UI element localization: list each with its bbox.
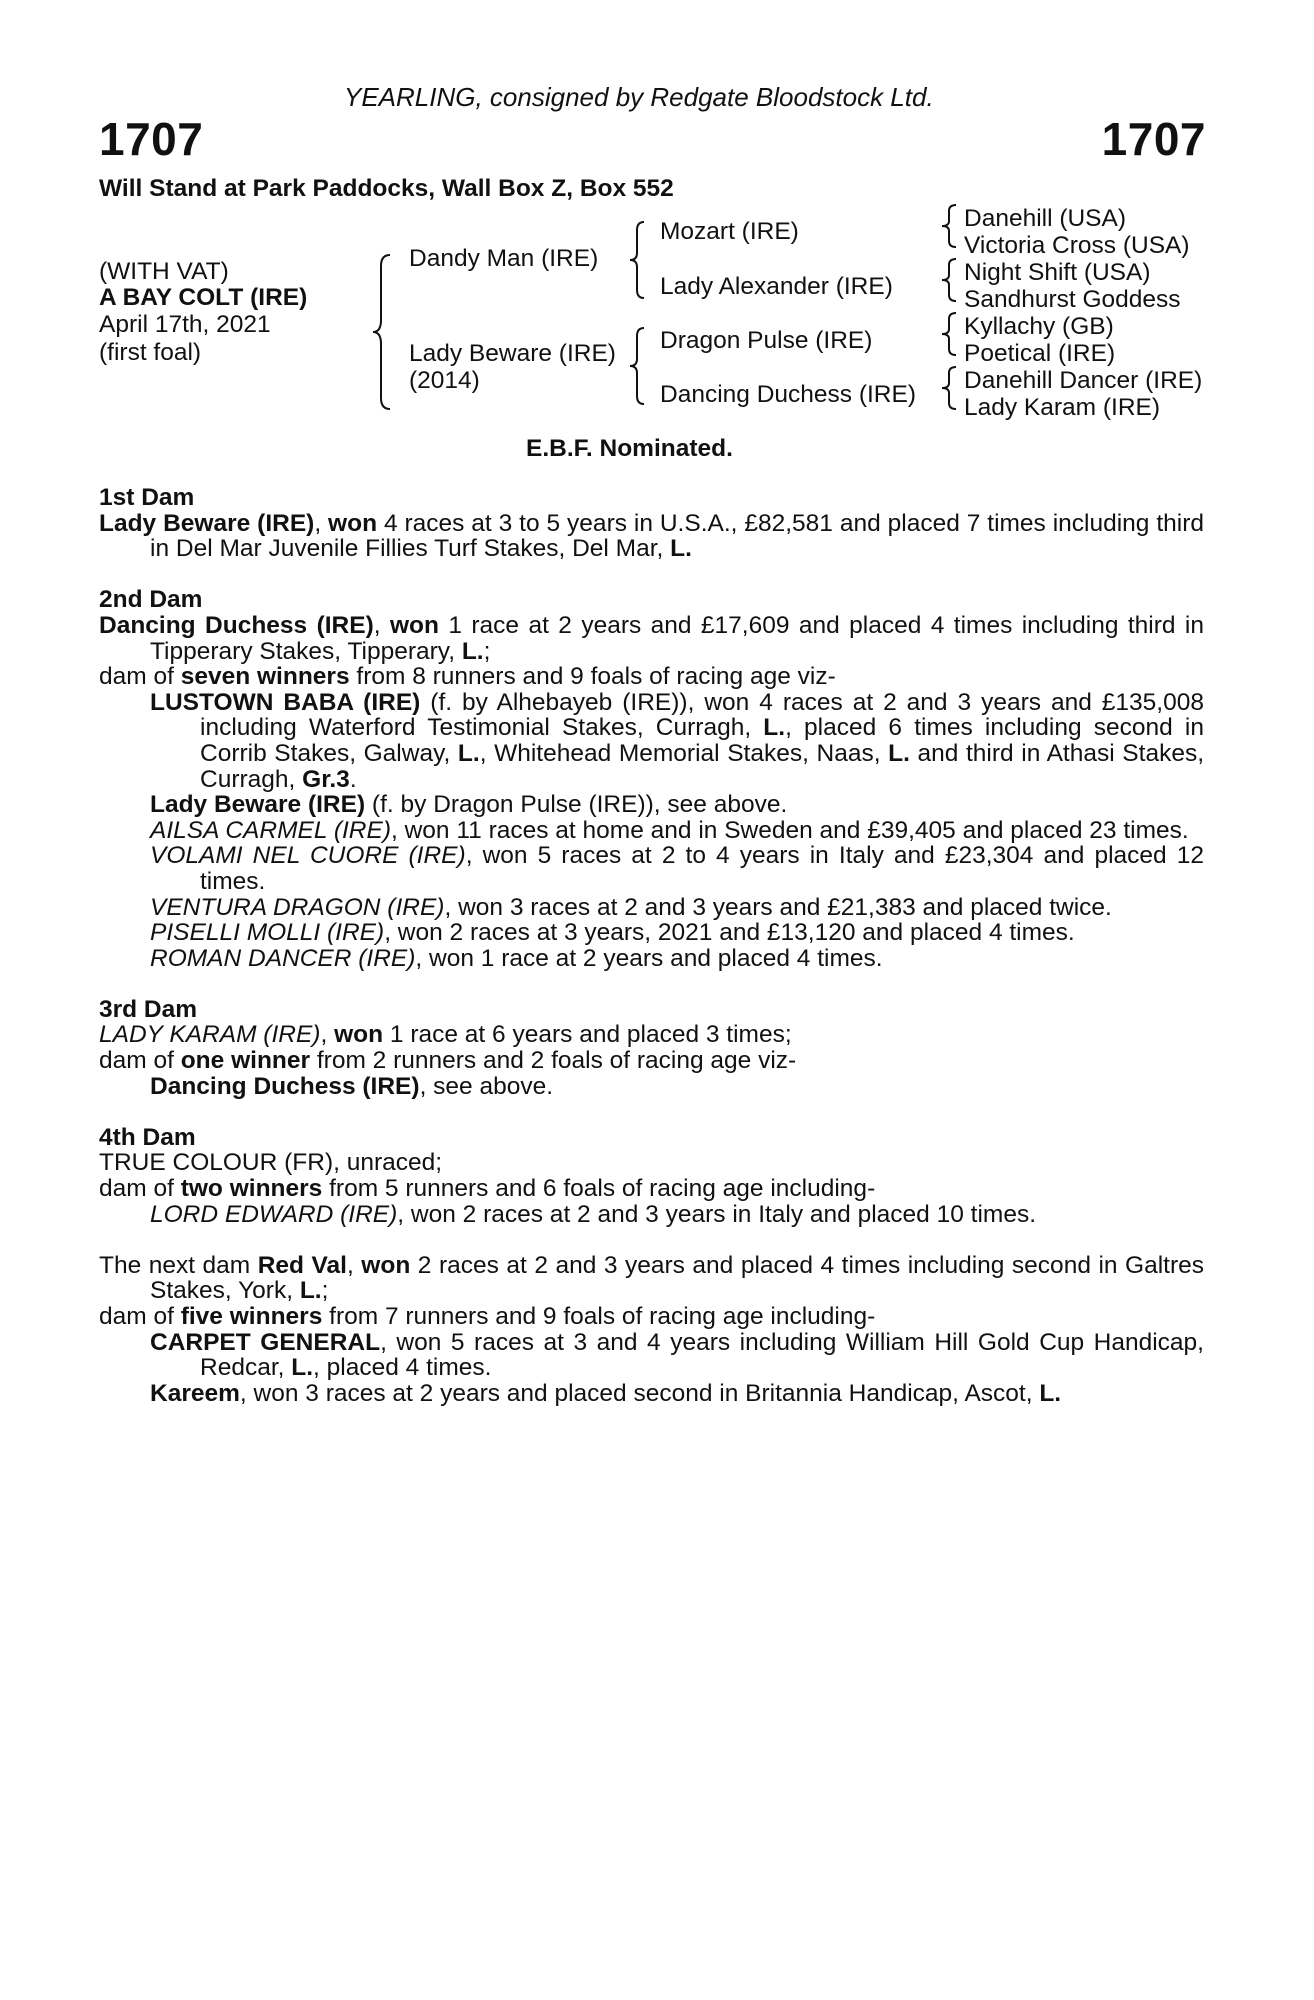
listed-mark: L. xyxy=(1039,1379,1062,1407)
dam3-won: won xyxy=(334,1021,384,1049)
pedigree-brace-dam xyxy=(628,325,648,407)
dam1-won: won xyxy=(328,509,378,537)
produce-text: , Whitehead Memorial Stakes, Naas, xyxy=(479,739,889,767)
pedigree-dam: Lady Beware (IRE) xyxy=(409,340,616,367)
pedigree-sire: Dandy Man (IRE) xyxy=(409,245,599,272)
listed-mark: L. xyxy=(763,714,786,742)
produce-text: , won 2 races at 2 and 3 years in Italy and placed 10 times. xyxy=(397,1200,1037,1228)
listed-mark: L. xyxy=(457,739,480,767)
dam1-name: Lady Beware (IRE) xyxy=(99,509,315,537)
produce-name: VOLAMI NEL CUORE (IRE) xyxy=(150,842,466,870)
dam5-record xyxy=(99,1253,1204,1304)
produce-text: , won 1 race at 2 years and placed 4 times. xyxy=(415,944,883,972)
produce-text: , placed 6 times including second in Corrib Stakes, Galway, xyxy=(200,714,1204,767)
dam2-text: 1 race at 2 years and £17,609 and placed 4 times including third in Tipperary Stakes, Tipperary, xyxy=(150,611,1204,665)
pedigree-sire-sire: Mozart (IRE) xyxy=(660,218,799,245)
dam2-produce-3 xyxy=(99,818,1204,844)
produce-name: Kareem xyxy=(150,1379,240,1407)
pedigree-brace-sd xyxy=(940,257,960,303)
produce-name: Dancing Duchess (IRE) xyxy=(150,1072,420,1100)
dam2-record: Dancing Duchess (IRE), won 1 race at 2 years and £17,609 and placed 4 times including third in Tipperary Stakes, Tipperary, L.; xyxy=(99,611,1204,665)
pedigree-ddd: Lady Karam (IRE) xyxy=(964,394,1161,421)
produce-name: PISELLI MOLLI (IRE) xyxy=(150,919,385,947)
pedigree-brace-ss xyxy=(940,203,960,249)
lot-number-left: 1707 xyxy=(99,113,204,165)
produce-name: LORD EDWARD (IRE) xyxy=(150,1200,398,1228)
produce-text: and third in Athasi Stakes, Curragh, xyxy=(200,739,1204,793)
dam3-record xyxy=(99,1022,1204,1048)
pedigree-dsd: Poetical (IRE) xyxy=(964,340,1116,367)
group-mark: Gr.3 xyxy=(302,765,350,793)
dam5-produce-1 xyxy=(99,1330,1204,1381)
dam4-produce-summary xyxy=(99,1176,1204,1202)
dam2-name: Dancing Duchess (IRE) xyxy=(99,611,374,639)
produce-name: LUSTOWN BABA (IRE) xyxy=(150,688,421,716)
pedigree-dam-year: (2014) xyxy=(409,367,480,394)
dam5-name: Red Val xyxy=(257,1251,347,1279)
listed-mark: L. xyxy=(670,535,692,563)
dam2-winners: seven winners xyxy=(180,663,350,691)
produce-name: VENTURA DRAGON (IRE) xyxy=(150,893,445,921)
dam2-produce-4 xyxy=(99,843,1204,894)
produce-text: (f. by Dragon Pulse (IRE)), see above. xyxy=(365,791,788,819)
pedigree-sds: Night Shift (USA) xyxy=(964,259,1151,286)
separator: , xyxy=(320,1021,335,1049)
dam2-produce-7 xyxy=(99,946,1204,972)
dam4-winners-rest: from 5 runners and 6 foals of racing age including- xyxy=(322,1175,876,1203)
dam3-heading: 3rd Dam xyxy=(99,995,198,1023)
produce-name: CARPET GENERAL xyxy=(150,1328,381,1356)
pedigree-sss: Danehill (USA) xyxy=(964,205,1127,232)
dam2-produce-1 xyxy=(99,690,1204,792)
dam-of-label: dam of xyxy=(99,663,181,691)
dam2-produce-2 xyxy=(99,792,1204,818)
dam-of-label: dam of xyxy=(99,1047,181,1075)
listed-mark: L. xyxy=(291,1354,314,1382)
dam2-won: won xyxy=(389,611,439,639)
produce-name: AILSA CARMEL (IRE) xyxy=(150,816,391,844)
produce-text: , see above. xyxy=(419,1072,554,1100)
produce-text: , won 5 races at 3 and 4 years including William Hill Gold Cup Handicap, Redcar, xyxy=(200,1328,1204,1382)
dam3-text: 1 race at 6 years and placed 3 times; xyxy=(383,1021,792,1049)
dam5-text: 2 races at 2 and 3 years and placed 4 times including second in Galtres Stakes, York, xyxy=(150,1251,1205,1305)
dam4-heading: 4th Dam xyxy=(99,1123,196,1151)
vat-note: (WITH VAT) xyxy=(99,258,229,285)
dam5-won: won xyxy=(361,1251,411,1279)
pedigree-dss: Kyllachy (GB) xyxy=(964,313,1114,340)
listed-mark: L. xyxy=(299,1277,322,1305)
dam-of-label: dam of xyxy=(99,1175,181,1203)
pedigree-brace-sire xyxy=(628,219,648,301)
dam2-heading: 2nd Dam xyxy=(99,586,203,614)
pedigree-brace-main xyxy=(370,252,394,412)
dam2-produce-summary xyxy=(99,664,1204,690)
produce-name: ROMAN DANCER (IRE) xyxy=(150,944,416,972)
dam-of-label: dam of xyxy=(99,1303,181,1330)
listed-mark: L. xyxy=(888,739,910,767)
dam3-produce-summary xyxy=(99,1048,1204,1074)
lot-number-right: 1707 xyxy=(1101,113,1206,165)
dam5-winners: five winners xyxy=(180,1303,323,1330)
dam4-record: TRUE COLOUR (FR), unraced; xyxy=(99,1149,443,1177)
horse-name: A BAY COLT (IRE) xyxy=(99,284,308,311)
pedigree-ssd: Victoria Cross (USA) xyxy=(964,232,1190,259)
dam5-produce-summary xyxy=(99,1304,1204,1330)
pedigree-brace-ds xyxy=(940,311,960,357)
stand-location: Will Stand at Park Paddocks, Wall Box Z, Box 552 xyxy=(99,175,674,202)
listed-mark: L. xyxy=(461,637,484,665)
produce-name: Lady Beware (IRE) xyxy=(150,791,366,819)
ebf-nominated: E.B.F. Nominated. xyxy=(526,435,733,462)
dam2-produce-5 xyxy=(99,895,1204,921)
dam2-produce-6 xyxy=(99,920,1204,946)
dam2-winners-rest: from 8 runners and 9 foals of racing age viz- xyxy=(349,663,836,691)
dam5-produce-2 xyxy=(99,1381,1204,1407)
produce-text: , won 5 races at 2 to 4 years in Italy and £23,304 and placed 12 times. xyxy=(200,842,1204,895)
pedigree-dam-dam: Dancing Duchess (IRE) xyxy=(660,381,916,408)
produce-text: (f. by Alhebayeb (IRE)), won 4 races at 2 and 3 years and £135,008 including Waterford Testimonial Stakes, Curragh, xyxy=(200,688,1204,742)
pedigree-sire-dam: Lady Alexander (IRE) xyxy=(660,273,893,300)
produce-text: , placed 4 times. xyxy=(313,1354,492,1382)
dam3-winners-rest: from 2 runners and 2 foals of racing age viz- xyxy=(310,1047,797,1075)
dam3-winners: one winner xyxy=(180,1047,311,1075)
dam5-semicolon: ; xyxy=(321,1277,329,1305)
dam3-name: LADY KARAM (IRE) xyxy=(99,1021,321,1049)
separator: , xyxy=(346,1251,362,1279)
dam1-text: 4 races at 3 to 5 years in U.S.A., £82,581 and placed 7 times including third in Del Mar Juvenile Fillies Turf Stakes, Del Mar, xyxy=(150,509,1204,563)
catalogue-body xyxy=(99,485,1204,1406)
dam1-heading: 1st Dam xyxy=(99,484,195,511)
foaling-date: April 17th, 2021 xyxy=(99,311,271,338)
dam3-produce-1 xyxy=(99,1074,1204,1100)
produce-text: , won 3 races at 2 years and placed second in Britannia Handicap, Ascot, xyxy=(239,1379,1040,1407)
produce-text: . xyxy=(349,765,357,793)
pedigree-sdd: Sandhurst Goddess xyxy=(964,286,1181,313)
pedigree-dds: Danehill Dancer (IRE) xyxy=(964,367,1203,394)
consignor-line: YEARLING, consigned by Redgate Bloodstock Ltd. xyxy=(344,82,934,112)
foal-note: (first foal) xyxy=(99,339,202,366)
dam1-record: Lady Beware (IRE), won 4 races at 3 to 5 years in U.S.A., £82,581 and placed 7 times including third in Del Mar Juvenile Fillies Turf Stakes, Del Mar, L. xyxy=(99,509,1204,563)
produce-text: , won 3 races at 2 and 3 years and £21,383 and placed twice. xyxy=(444,893,1112,921)
dam4-produce-1 xyxy=(99,1202,1204,1228)
pedigree-brace-dd xyxy=(940,365,960,411)
dam4-winners: two winners xyxy=(180,1175,323,1203)
produce-text: , won 11 races at home and in Sweden and £39,405 and placed 23 times. xyxy=(390,816,1189,844)
dam5-intro: The next dam xyxy=(99,1251,258,1279)
dam5-winners-rest: from 7 runners and 9 foals of racing age including- xyxy=(322,1303,876,1330)
dam2-semicolon: ; xyxy=(483,637,491,665)
pedigree-dam-sire: Dragon Pulse (IRE) xyxy=(660,327,873,354)
produce-text: , won 2 races at 3 years, 2021 and £13,120 and placed 4 times. xyxy=(384,919,1075,947)
